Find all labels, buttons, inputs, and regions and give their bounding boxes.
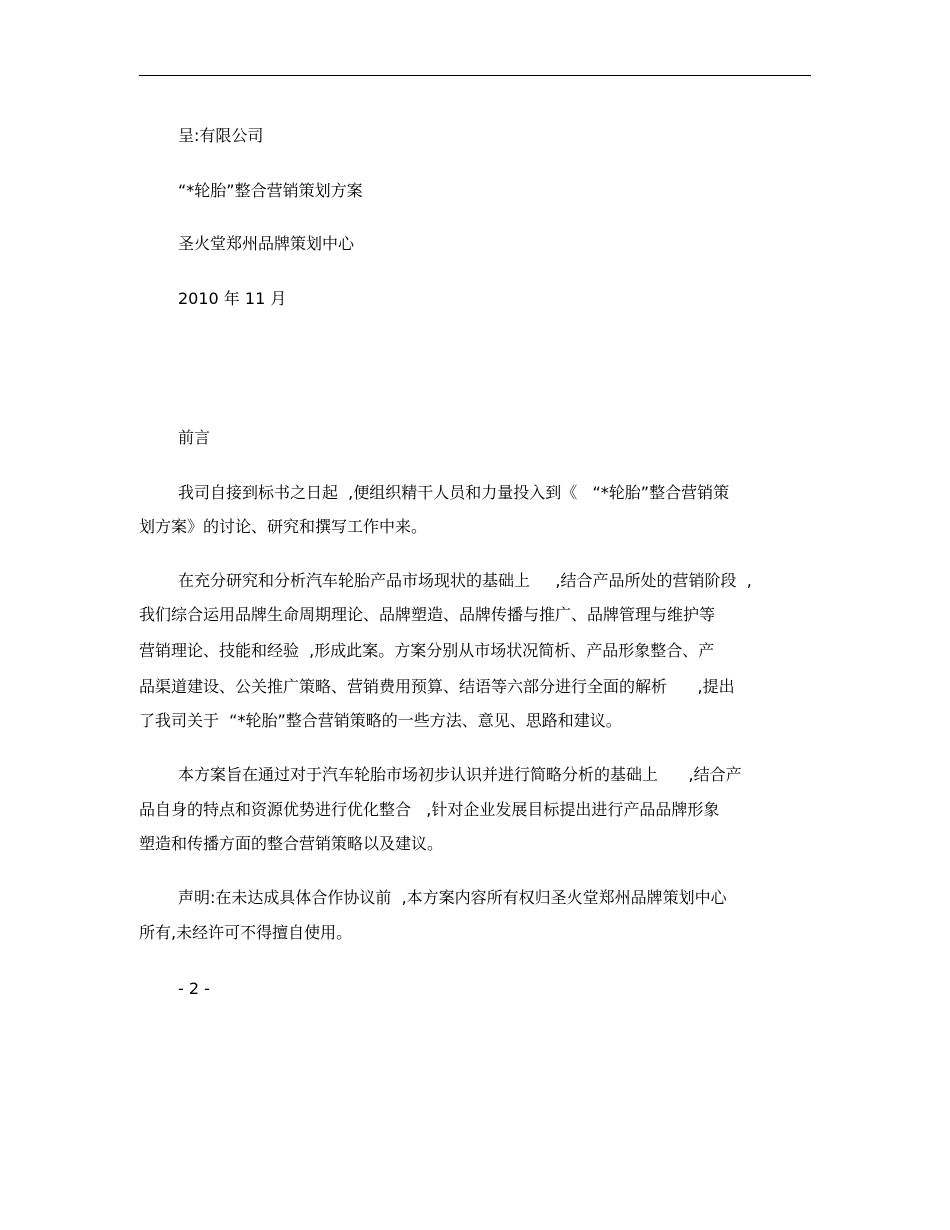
preface-heading: 前言 (178, 428, 211, 447)
paragraph-line: 品自身的特点和资源优势进行优化整合 ,针对企业发展目标提出进行产品品牌形象 (139, 800, 720, 819)
author-organization: 圣火堂郑州品牌策划中心 (178, 234, 355, 253)
paragraph-line: 在充分研究和分析汽车轮胎产品市场现状的基础上 ,结合产品所处的营销阶段 , (178, 571, 752, 590)
paragraph-line: 所有,未经许可不得擅自使用。 (139, 923, 353, 942)
document-date: 2010 年 11 月 (178, 289, 287, 308)
paragraph-line: 划方案》的讨论、研究和撰写工作中来。 (139, 517, 428, 536)
paragraph-line: 我们综合运用品牌生命周期理论、品牌塑造、品牌传播与推广、品牌管理与维护等 (139, 605, 716, 624)
paragraph-line: 了我司关于 “*轮胎”整合营销策略的一些方法、意见、思路和建议。 (139, 711, 622, 730)
paragraph-line: 营销理论、技能和经验 ,形成此案。方案分别从市场状况简析、产品形象整合、产 (139, 641, 715, 660)
page-number: - 2 - (178, 979, 210, 998)
header-divider (139, 75, 811, 76)
paragraph-line: 本方案旨在通过对于汽车轮胎市场初步认识并进行简略分析的基础上 ,结合产 (178, 765, 742, 784)
paragraph-line: 我司自接到标书之日起 ,便组织精干人员和力量投入到《 “*轮胎”整合营销策 (178, 483, 730, 502)
recipient-line: 呈:有限公司 (178, 126, 264, 145)
paragraph-line: 品渠道建设、公关推广策略、营销费用预算、结语等六部分进行全面的解析 ,提出 (139, 677, 735, 696)
plan-title: “*轮胎”整合营销策划方案 (178, 181, 363, 200)
paragraph-line: 声明:在未达成具体合作协议前 ,本方案内容所有权归圣火堂郑州品牌策划中心 (178, 888, 727, 907)
paragraph-line: 塑造和传播方面的整合营销策略以及建议。 (139, 834, 444, 853)
